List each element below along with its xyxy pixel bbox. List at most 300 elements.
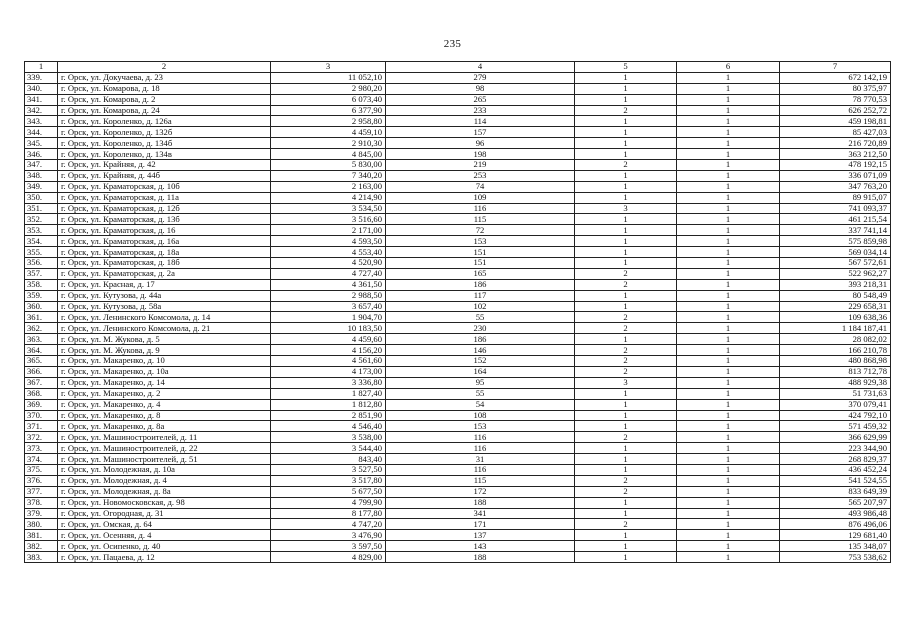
cell-amount: 522 962,27 bbox=[780, 268, 891, 279]
cell-address: г. Орск, ул. Осенняя, д. 4 bbox=[58, 530, 271, 541]
cell-count-a: 2 bbox=[575, 279, 677, 290]
cell-amount: 85 427,03 bbox=[780, 127, 891, 138]
page-number: 235 bbox=[443, 38, 462, 50]
cell-residents: 74 bbox=[386, 181, 575, 192]
table-row bbox=[25, 83, 891, 94]
table-row bbox=[25, 72, 891, 83]
cell-row-number: 371. bbox=[25, 421, 58, 432]
cell-count-b: 1 bbox=[677, 192, 780, 203]
cell-count-b: 1 bbox=[677, 214, 780, 225]
table-row bbox=[25, 127, 891, 138]
cell-amount: 229 658,31 bbox=[780, 301, 891, 312]
cell-count-b: 1 bbox=[677, 421, 780, 432]
cell-area: 3 517,80 bbox=[271, 475, 386, 486]
cell-row-number: 362. bbox=[25, 323, 58, 334]
cell-row-number: 367. bbox=[25, 377, 58, 388]
cell-area: 843,40 bbox=[271, 454, 386, 465]
cell-residents: 116 bbox=[386, 432, 575, 443]
cell-count-a: 1 bbox=[575, 290, 677, 301]
cell-residents: 153 bbox=[386, 421, 575, 432]
cell-count-a: 3 bbox=[575, 377, 677, 388]
cell-address: г. Орск, ул. Новомосковская, д. 98 bbox=[58, 497, 271, 508]
cell-area: 3 476,90 bbox=[271, 530, 386, 541]
cell-row-number: 363. bbox=[25, 334, 58, 345]
cell-residents: 164 bbox=[386, 366, 575, 377]
cell-address: г. Орск, ул. Короленко, д. 126а bbox=[58, 116, 271, 127]
cell-amount: 876 496,06 bbox=[780, 519, 891, 530]
cell-residents: 153 bbox=[386, 236, 575, 247]
cell-area: 11 052,10 bbox=[271, 72, 386, 83]
table-row bbox=[25, 170, 891, 181]
cell-amount: 541 524,55 bbox=[780, 475, 891, 486]
cell-count-b: 1 bbox=[677, 486, 780, 497]
cell-area: 7 340,20 bbox=[271, 170, 386, 181]
cell-area: 1 904,70 bbox=[271, 312, 386, 323]
cell-count-a: 2 bbox=[575, 486, 677, 497]
cell-amount: 565 207,97 bbox=[780, 497, 891, 508]
cell-address: г. Орск, ул. Макаренко, д. 14 bbox=[58, 377, 271, 388]
cell-amount: 216 720,89 bbox=[780, 138, 891, 149]
cell-amount: 626 252,72 bbox=[780, 105, 891, 116]
cell-count-a: 2 bbox=[575, 312, 677, 323]
cell-row-number: 375. bbox=[25, 464, 58, 475]
cell-count-b: 1 bbox=[677, 236, 780, 247]
cell-residents: 186 bbox=[386, 279, 575, 290]
cell-area: 1 812,80 bbox=[271, 399, 386, 410]
cell-row-number: 370. bbox=[25, 410, 58, 421]
cell-address: г. Орск, ул. Короленко, д. 134б bbox=[58, 138, 271, 149]
cell-count-b: 1 bbox=[677, 356, 780, 367]
cell-residents: 114 bbox=[386, 116, 575, 127]
cell-area: 4 459,60 bbox=[271, 334, 386, 345]
cell-count-b: 1 bbox=[677, 258, 780, 269]
cell-amount: 78 770,53 bbox=[780, 94, 891, 105]
housing-registry-table bbox=[24, 61, 891, 563]
table-row bbox=[25, 334, 891, 345]
cell-amount: 28 082,02 bbox=[780, 334, 891, 345]
cell-row-number: 359. bbox=[25, 290, 58, 301]
cell-row-number: 357. bbox=[25, 268, 58, 279]
cell-address: г. Орск, ул. Докучаева, д. 23 bbox=[58, 72, 271, 83]
cell-count-a: 2 bbox=[575, 519, 677, 530]
cell-count-b: 1 bbox=[677, 323, 780, 334]
cell-address: г. Орск, ул. Краматорская, д. 16 bbox=[58, 225, 271, 236]
cell-address: г. Орск, ул. Краматорская, д. 11а bbox=[58, 192, 271, 203]
cell-amount: 337 741,14 bbox=[780, 225, 891, 236]
cell-row-number: 353. bbox=[25, 225, 58, 236]
cell-area: 3 336,80 bbox=[271, 377, 386, 388]
table-row bbox=[25, 105, 891, 116]
cell-area: 4 173,00 bbox=[271, 366, 386, 377]
cell-area: 5 677,50 bbox=[271, 486, 386, 497]
cell-count-b: 1 bbox=[677, 72, 780, 83]
cell-row-number: 345. bbox=[25, 138, 58, 149]
cell-amount: 833 649,39 bbox=[780, 486, 891, 497]
cell-row-number: 382. bbox=[25, 541, 58, 552]
cell-count-a: 1 bbox=[575, 192, 677, 203]
cell-address: г. Орск, ул. М. Жукова, д. 5 bbox=[58, 334, 271, 345]
cell-count-a: 1 bbox=[575, 552, 677, 563]
cell-address: г. Орск, ул. Машиностроителей, д. 22 bbox=[58, 443, 271, 454]
cell-row-number: 344. bbox=[25, 127, 58, 138]
cell-residents: 115 bbox=[386, 214, 575, 225]
table-row bbox=[25, 432, 891, 443]
cell-address: г. Орск, ул. Комарова, д. 18 bbox=[58, 83, 271, 94]
cell-residents: 198 bbox=[386, 149, 575, 160]
cell-residents: 265 bbox=[386, 94, 575, 105]
cell-row-number: 347. bbox=[25, 160, 58, 171]
cell-row-number: 355. bbox=[25, 247, 58, 258]
table-row bbox=[25, 421, 891, 432]
cell-count-b: 1 bbox=[677, 377, 780, 388]
table-row bbox=[25, 454, 891, 465]
cell-area: 4 829,00 bbox=[271, 552, 386, 563]
cell-residents: 172 bbox=[386, 486, 575, 497]
cell-residents: 186 bbox=[386, 334, 575, 345]
cell-count-a: 1 bbox=[575, 258, 677, 269]
cell-count-a: 1 bbox=[575, 454, 677, 465]
cell-row-number: 366. bbox=[25, 366, 58, 377]
cell-area: 4 459,10 bbox=[271, 127, 386, 138]
cell-amount: 493 986,48 bbox=[780, 508, 891, 519]
cell-amount: 571 459,32 bbox=[780, 421, 891, 432]
cell-address: г. Орск, ул. Краматорская, д. 18б bbox=[58, 258, 271, 269]
table-row bbox=[25, 552, 891, 563]
cell-count-a: 1 bbox=[575, 116, 677, 127]
table-row bbox=[25, 519, 891, 530]
cell-area: 5 830,00 bbox=[271, 160, 386, 171]
cell-residents: 102 bbox=[386, 301, 575, 312]
table-row bbox=[25, 464, 891, 475]
column-header-5: 5 bbox=[575, 62, 677, 73]
cell-count-b: 1 bbox=[677, 345, 780, 356]
cell-residents: 96 bbox=[386, 138, 575, 149]
cell-count-a: 1 bbox=[575, 72, 677, 83]
cell-residents: 116 bbox=[386, 464, 575, 475]
table-row bbox=[25, 366, 891, 377]
cell-area: 3 544,40 bbox=[271, 443, 386, 454]
cell-amount: 753 538,62 bbox=[780, 552, 891, 563]
cell-area: 4 553,40 bbox=[271, 247, 386, 258]
cell-amount: 366 629,99 bbox=[780, 432, 891, 443]
cell-address: г. Орск, ул. Кутузова, д. 58а bbox=[58, 301, 271, 312]
cell-row-number: 374. bbox=[25, 454, 58, 465]
cell-residents: 95 bbox=[386, 377, 575, 388]
cell-area: 4 747,20 bbox=[271, 519, 386, 530]
table-row bbox=[25, 116, 891, 127]
cell-row-number: 352. bbox=[25, 214, 58, 225]
cell-row-number: 349. bbox=[25, 181, 58, 192]
table-row bbox=[25, 214, 891, 225]
column-header-6: 6 bbox=[677, 62, 780, 73]
cell-count-a: 2 bbox=[575, 268, 677, 279]
cell-count-b: 1 bbox=[677, 399, 780, 410]
cell-residents: 253 bbox=[386, 170, 575, 181]
cell-count-a: 1 bbox=[575, 236, 677, 247]
cell-address: г. Орск, ул. Омская, д. 64 bbox=[58, 519, 271, 530]
cell-count-b: 1 bbox=[677, 497, 780, 508]
cell-residents: 115 bbox=[386, 475, 575, 486]
cell-area: 1 827,40 bbox=[271, 388, 386, 399]
cell-count-b: 1 bbox=[677, 170, 780, 181]
cell-residents: 143 bbox=[386, 541, 575, 552]
cell-amount: 741 093,37 bbox=[780, 203, 891, 214]
cell-count-b: 1 bbox=[677, 410, 780, 421]
cell-area: 4 214,90 bbox=[271, 192, 386, 203]
cell-address: г. Орск, ул. Краматорская, д. 2а bbox=[58, 268, 271, 279]
cell-row-number: 341. bbox=[25, 94, 58, 105]
table-row bbox=[25, 225, 891, 236]
cell-count-b: 1 bbox=[677, 268, 780, 279]
column-header-3: 3 bbox=[271, 62, 386, 73]
cell-residents: 117 bbox=[386, 290, 575, 301]
cell-residents: 116 bbox=[386, 203, 575, 214]
cell-residents: 55 bbox=[386, 388, 575, 399]
cell-count-b: 1 bbox=[677, 454, 780, 465]
cell-residents: 31 bbox=[386, 454, 575, 465]
cell-count-a: 1 bbox=[575, 181, 677, 192]
cell-count-a: 2 bbox=[575, 366, 677, 377]
cell-area: 6 377,90 bbox=[271, 105, 386, 116]
cell-count-a: 1 bbox=[575, 508, 677, 519]
cell-residents: 341 bbox=[386, 508, 575, 519]
cell-area: 4 593,50 bbox=[271, 236, 386, 247]
table-row bbox=[25, 475, 891, 486]
cell-area: 3 516,60 bbox=[271, 214, 386, 225]
cell-amount: 51 731,63 bbox=[780, 388, 891, 399]
cell-residents: 157 bbox=[386, 127, 575, 138]
cell-address: г. Орск, ул. Кутузова, д. 44а bbox=[58, 290, 271, 301]
column-header-2: 2 bbox=[58, 62, 271, 73]
cell-count-a: 1 bbox=[575, 421, 677, 432]
cell-row-number: 342. bbox=[25, 105, 58, 116]
table-row bbox=[25, 486, 891, 497]
cell-count-b: 1 bbox=[677, 432, 780, 443]
cell-amount: 89 915,07 bbox=[780, 192, 891, 203]
table-row bbox=[25, 301, 891, 312]
cell-address: г. Орск, ул. Макаренко, д. 10а bbox=[58, 366, 271, 377]
cell-count-a: 1 bbox=[575, 530, 677, 541]
table-row bbox=[25, 345, 891, 356]
cell-count-a: 1 bbox=[575, 443, 677, 454]
cell-residents: 98 bbox=[386, 83, 575, 94]
cell-count-a: 1 bbox=[575, 214, 677, 225]
table-row bbox=[25, 236, 891, 247]
cell-row-number: 378. bbox=[25, 497, 58, 508]
table-row bbox=[25, 541, 891, 552]
cell-amount: 363 212,50 bbox=[780, 149, 891, 160]
cell-area: 6 073,40 bbox=[271, 94, 386, 105]
cell-count-b: 1 bbox=[677, 138, 780, 149]
cell-count-a: 1 bbox=[575, 334, 677, 345]
cell-residents: 108 bbox=[386, 410, 575, 421]
cell-residents: 151 bbox=[386, 247, 575, 258]
cell-amount: 347 763,20 bbox=[780, 181, 891, 192]
cell-address: г. Орск, ул. Крайняя, д. 42 bbox=[58, 160, 271, 171]
cell-address: г. Орск, ул. Макаренко, д. 8 bbox=[58, 410, 271, 421]
cell-area: 3 534,50 bbox=[271, 203, 386, 214]
cell-address: г. Орск, ул. Краматорская, д. 12б bbox=[58, 203, 271, 214]
cell-amount: 109 638,36 bbox=[780, 312, 891, 323]
cell-amount: 80 548,49 bbox=[780, 290, 891, 301]
cell-count-a: 1 bbox=[575, 247, 677, 258]
cell-amount: 166 210,78 bbox=[780, 345, 891, 356]
cell-address: г. Орск, ул. Ленинского Комсомола, д. 21 bbox=[58, 323, 271, 334]
table-row bbox=[25, 312, 891, 323]
cell-address: г. Орск, ул. Крайняя, д. 44б bbox=[58, 170, 271, 181]
cell-count-b: 1 bbox=[677, 203, 780, 214]
cell-count-b: 1 bbox=[677, 105, 780, 116]
cell-address: г. Орск, ул. Красная, д. 17 bbox=[58, 279, 271, 290]
cell-address: г. Орск, ул. Макаренко, д. 2 bbox=[58, 388, 271, 399]
cell-address: г. Орск, ул. Краматорская, д. 18а bbox=[58, 247, 271, 258]
cell-residents: 188 bbox=[386, 497, 575, 508]
cell-area: 2 171,00 bbox=[271, 225, 386, 236]
cell-count-b: 1 bbox=[677, 464, 780, 475]
cell-count-b: 1 bbox=[677, 475, 780, 486]
cell-count-b: 1 bbox=[677, 334, 780, 345]
cell-row-number: 377. bbox=[25, 486, 58, 497]
cell-residents: 171 bbox=[386, 519, 575, 530]
cell-row-number: 364. bbox=[25, 345, 58, 356]
column-header-7: 7 bbox=[780, 62, 891, 73]
cell-count-a: 1 bbox=[575, 127, 677, 138]
cell-count-a: 1 bbox=[575, 94, 677, 105]
cell-count-a: 1 bbox=[575, 83, 677, 94]
cell-address: г. Орск, ул. Макаренко, д. 10 bbox=[58, 356, 271, 367]
cell-address: г. Орск, ул. Огородная, д. 31 bbox=[58, 508, 271, 519]
cell-area: 3 597,50 bbox=[271, 541, 386, 552]
column-header-4: 4 bbox=[386, 62, 575, 73]
cell-row-number: 348. bbox=[25, 170, 58, 181]
cell-count-a: 1 bbox=[575, 399, 677, 410]
cell-row-number: 356. bbox=[25, 258, 58, 269]
cell-area: 4 520,90 bbox=[271, 258, 386, 269]
cell-row-number: 365. bbox=[25, 356, 58, 367]
cell-address: г. Орск, ул. Пацаева, д. 12 bbox=[58, 552, 271, 563]
cell-address: г. Орск, ул. Молодежная, д. 4 bbox=[58, 475, 271, 486]
table-row bbox=[25, 290, 891, 301]
cell-residents: 188 bbox=[386, 552, 575, 563]
table-row bbox=[25, 203, 891, 214]
cell-count-b: 1 bbox=[677, 127, 780, 138]
cell-count-b: 1 bbox=[677, 312, 780, 323]
cell-count-a: 2 bbox=[575, 432, 677, 443]
cell-count-b: 1 bbox=[677, 366, 780, 377]
cell-area: 3 538,00 bbox=[271, 432, 386, 443]
table-row bbox=[25, 399, 891, 410]
cell-count-b: 1 bbox=[677, 94, 780, 105]
cell-residents: 146 bbox=[386, 345, 575, 356]
table-row bbox=[25, 388, 891, 399]
cell-amount: 336 071,09 bbox=[780, 170, 891, 181]
table-row bbox=[25, 181, 891, 192]
cell-residents: 165 bbox=[386, 268, 575, 279]
cell-residents: 233 bbox=[386, 105, 575, 116]
cell-count-b: 1 bbox=[677, 149, 780, 160]
cell-address: г. Орск, ул. Макаренко, д. 8а bbox=[58, 421, 271, 432]
cell-area: 10 183,50 bbox=[271, 323, 386, 334]
cell-amount: 567 572,61 bbox=[780, 258, 891, 269]
cell-amount: 813 712,78 bbox=[780, 366, 891, 377]
cell-row-number: 346. bbox=[25, 149, 58, 160]
table-row bbox=[25, 443, 891, 454]
cell-address: г. Орск, ул. Комарова, д. 24 bbox=[58, 105, 271, 116]
cell-area: 2 851,90 bbox=[271, 410, 386, 421]
column-header-1: 1 bbox=[25, 62, 58, 73]
cell-count-a: 3 bbox=[575, 203, 677, 214]
cell-address: г. Орск, ул. Короленко, д. 134в bbox=[58, 149, 271, 160]
cell-row-number: 358. bbox=[25, 279, 58, 290]
cell-row-number: 368. bbox=[25, 388, 58, 399]
cell-amount: 424 792,10 bbox=[780, 410, 891, 421]
cell-amount: 461 215,54 bbox=[780, 214, 891, 225]
cell-row-number: 379. bbox=[25, 508, 58, 519]
cell-residents: 109 bbox=[386, 192, 575, 203]
cell-amount: 480 868,98 bbox=[780, 356, 891, 367]
cell-amount: 569 034,14 bbox=[780, 247, 891, 258]
cell-count-a: 1 bbox=[575, 225, 677, 236]
cell-row-number: 380. bbox=[25, 519, 58, 530]
cell-amount: 672 142,19 bbox=[780, 72, 891, 83]
cell-row-number: 340. bbox=[25, 83, 58, 94]
cell-count-a: 1 bbox=[575, 464, 677, 475]
cell-count-b: 1 bbox=[677, 519, 780, 530]
cell-count-b: 1 bbox=[677, 530, 780, 541]
table-row bbox=[25, 94, 891, 105]
cell-address: г. Орск, ул. Короленко, д. 132б bbox=[58, 127, 271, 138]
cell-amount: 575 859,98 bbox=[780, 236, 891, 247]
cell-count-a: 1 bbox=[575, 388, 677, 399]
table-row bbox=[25, 279, 891, 290]
cell-residents: 219 bbox=[386, 160, 575, 171]
cell-count-b: 1 bbox=[677, 443, 780, 454]
cell-count-b: 1 bbox=[677, 279, 780, 290]
cell-amount: 223 344,90 bbox=[780, 443, 891, 454]
table-header-row bbox=[25, 62, 891, 73]
cell-row-number: 351. bbox=[25, 203, 58, 214]
cell-count-a: 2 bbox=[575, 105, 677, 116]
cell-row-number: 383. bbox=[25, 552, 58, 563]
cell-count-b: 1 bbox=[677, 552, 780, 563]
cell-area: 4 361,50 bbox=[271, 279, 386, 290]
cell-count-a: 1 bbox=[575, 541, 677, 552]
cell-row-number: 354. bbox=[25, 236, 58, 247]
cell-area: 2 163,00 bbox=[271, 181, 386, 192]
table-row bbox=[25, 268, 891, 279]
cell-address: г. Орск, ул. Осипенко, д. 40 bbox=[58, 541, 271, 552]
cell-row-number: 373. bbox=[25, 443, 58, 454]
cell-address: г. Орск, ул. Молодежная, д. 10а bbox=[58, 464, 271, 475]
cell-address: г. Орск, ул. Краматорская, д. 16а bbox=[58, 236, 271, 247]
cell-count-b: 1 bbox=[677, 247, 780, 258]
cell-count-b: 1 bbox=[677, 160, 780, 171]
cell-address: г. Орск, ул. Краматорская, д. 10б bbox=[58, 181, 271, 192]
cell-row-number: 343. bbox=[25, 116, 58, 127]
cell-area: 3 657,40 bbox=[271, 301, 386, 312]
cell-address: г. Орск, ул. Молодежная, д. 8а bbox=[58, 486, 271, 497]
cell-count-a: 2 bbox=[575, 323, 677, 334]
cell-count-a: 2 bbox=[575, 160, 677, 171]
cell-count-b: 1 bbox=[677, 116, 780, 127]
cell-address: г. Орск, ул. Комарова, д. 2 bbox=[58, 94, 271, 105]
table-row bbox=[25, 138, 891, 149]
cell-area: 4 845,00 bbox=[271, 149, 386, 160]
cell-amount: 129 681,40 bbox=[780, 530, 891, 541]
cell-address: г. Орск, ул. М. Жукова, д. 9 bbox=[58, 345, 271, 356]
cell-amount: 488 929,38 bbox=[780, 377, 891, 388]
cell-area: 4 156,20 bbox=[271, 345, 386, 356]
